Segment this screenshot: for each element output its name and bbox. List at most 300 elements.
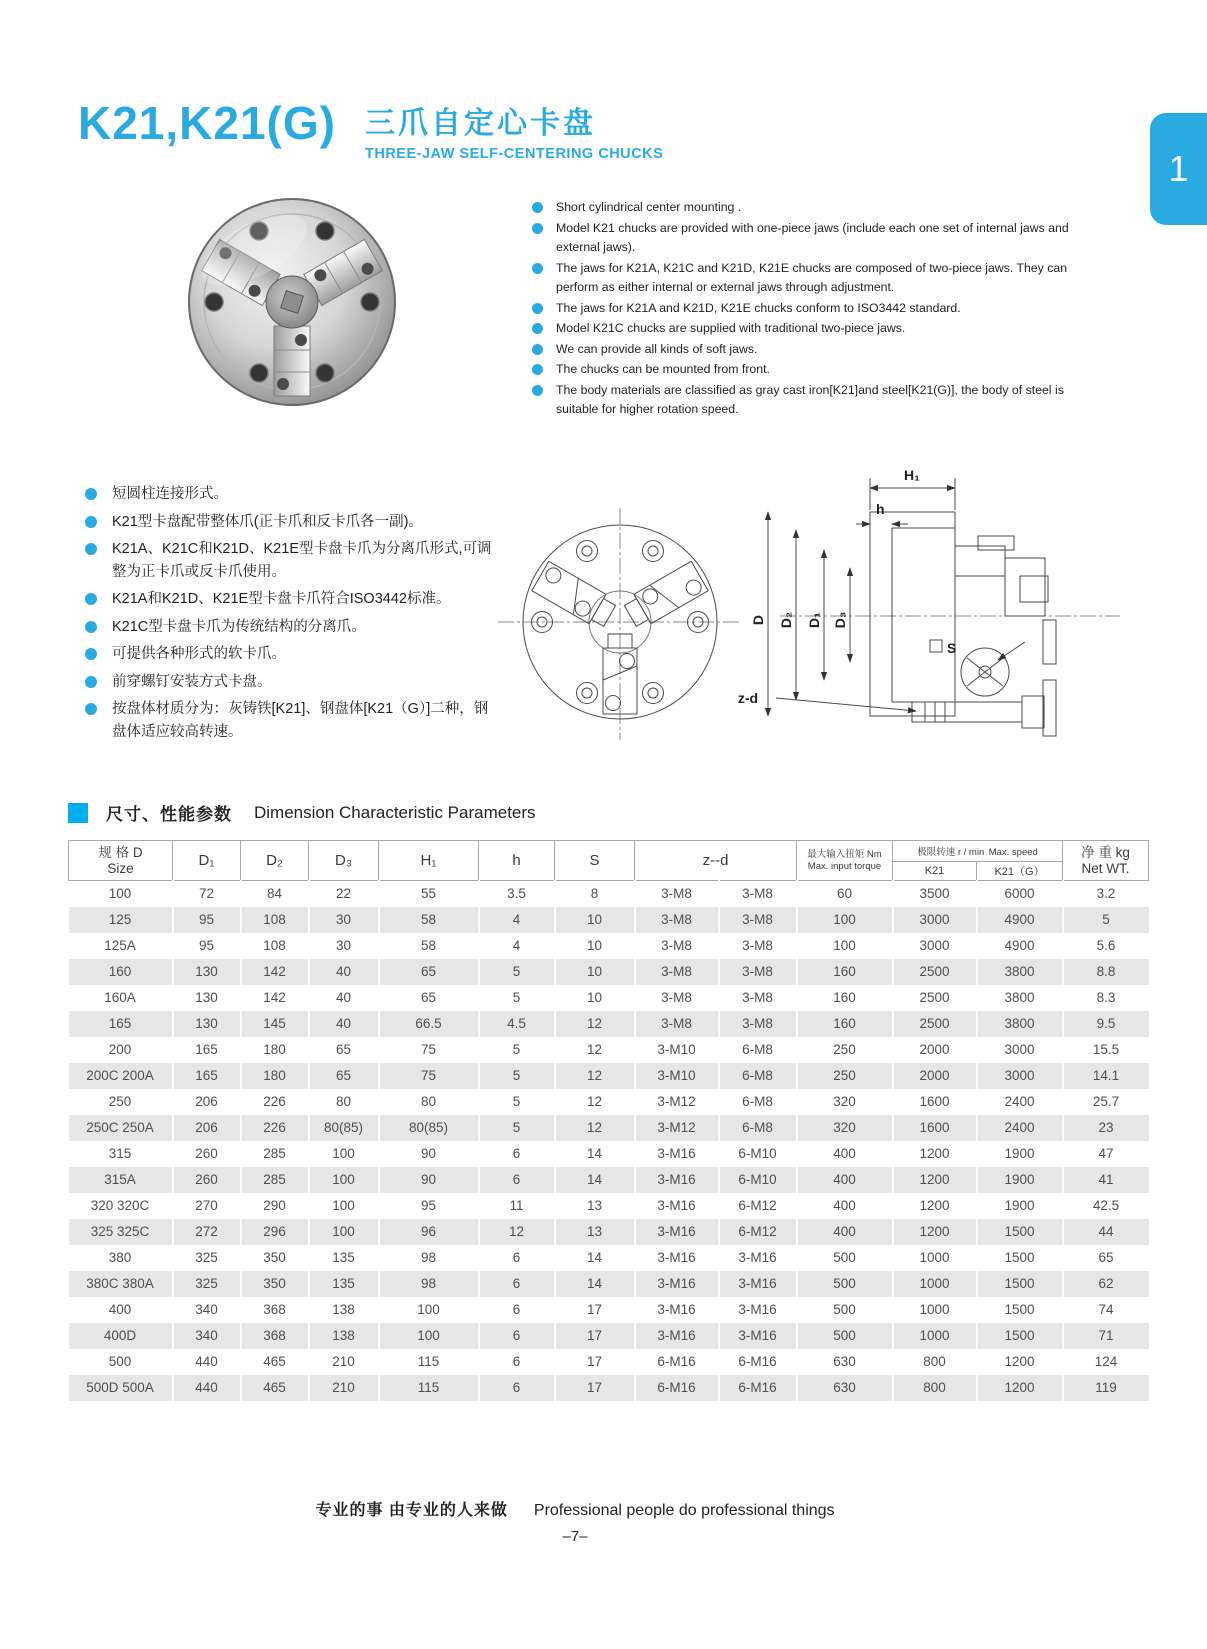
table-cell: 100 <box>309 1141 379 1167</box>
feature-item-en: The jaws for K21A, K21C and K21D, K21E chucks are composed of two-piece jaws. They can perform as either internal or external jaws through adjustment. <box>532 259 1092 298</box>
table-cell: 41 <box>1063 1167 1149 1193</box>
table-cell: 100 <box>309 1219 379 1245</box>
table-cell: 125 <box>69 907 173 933</box>
table-cell: 160 <box>69 959 173 985</box>
table-cell: 320 <box>797 1089 893 1115</box>
table-cell: 6-M8 <box>719 1037 797 1063</box>
table-cell: 6-M10 <box>719 1141 797 1167</box>
table-cell: 1600 <box>893 1115 977 1141</box>
table-cell: 66.5 <box>379 1011 479 1037</box>
section-title-cn: 尺寸、性能参数 <box>106 805 232 824</box>
table-cell: 17 <box>555 1297 635 1323</box>
table-cell: 14.1 <box>1063 1063 1149 1089</box>
table-row <box>69 1245 1149 1271</box>
page-title: K21,K21(G) <box>78 97 336 149</box>
table-row <box>69 907 1149 933</box>
table-cell: 400 <box>797 1167 893 1193</box>
table-cell: 368 <box>241 1323 309 1349</box>
feature-item-cn: K21型卡盘配带整体爪(正卡爪和反卡爪各一副)。 <box>85 511 495 534</box>
table-cell: 65 <box>379 959 479 985</box>
table-cell: 10 <box>555 959 635 985</box>
table-cell: 400 <box>797 1141 893 1167</box>
table-cell: 250 <box>797 1037 893 1063</box>
table-row <box>69 1271 1149 1297</box>
table-cell: 3-M16 <box>635 1219 719 1245</box>
table-cell: 10 <box>555 985 635 1011</box>
table-cell: 250C 250A <box>69 1115 173 1141</box>
table-cell: 6 <box>479 1323 555 1349</box>
subtitle-english: THREE-JAW SELF-CENTERING CHUCKS <box>365 146 664 162</box>
label-d2: D₂ <box>778 611 794 629</box>
table-cell: 500D 500A <box>69 1375 173 1401</box>
table-cell: 1500 <box>977 1271 1063 1297</box>
table-cell: 80(85) <box>309 1115 379 1141</box>
table-row <box>69 1011 1149 1037</box>
table-cell: 4900 <box>977 933 1063 959</box>
table-cell: 5 <box>479 1115 555 1141</box>
table-cell: 320 <box>797 1115 893 1141</box>
table-cell: 12 <box>555 1037 635 1063</box>
table-cell: 180 <box>241 1037 309 1063</box>
table-cell: 8.8 <box>1063 959 1149 985</box>
table-cell: 165 <box>173 1037 241 1063</box>
col-torque: 最大输入扭矩 Nm Max. input torque <box>797 841 893 881</box>
table-cell: 1200 <box>977 1375 1063 1401</box>
table-cell: 380C 380A <box>69 1271 173 1297</box>
table-row <box>69 1115 1149 1141</box>
table-cell: 3000 <box>977 1063 1063 1089</box>
table-body <box>69 881 1149 1401</box>
table-cell: 95 <box>379 1193 479 1219</box>
table-cell: 5 <box>479 985 555 1011</box>
table-cell: 65 <box>1063 1245 1149 1271</box>
table-cell: 6-M8 <box>719 1115 797 1141</box>
table-cell: 1000 <box>893 1271 977 1297</box>
feature-item-en: The body materials are classified as gray cast iron[K21]and steel[K21(G)], the body of steel is suitable for higher rotation speed. <box>532 381 1092 420</box>
table-cell: 290 <box>241 1193 309 1219</box>
table-cell: 500 <box>797 1297 893 1323</box>
table-cell: 3.2 <box>1063 881 1149 907</box>
table-cell: 138 <box>309 1323 379 1349</box>
table-cell: 325 <box>173 1245 241 1271</box>
table-cell: 3-M8 <box>635 1011 719 1037</box>
page-footer <box>0 1497 1150 1545</box>
table-cell: 1500 <box>977 1245 1063 1271</box>
table-cell: 100 <box>797 933 893 959</box>
feature-item-en: We can provide all kinds of soft jaws. <box>532 340 1092 360</box>
col-h: h <box>479 841 555 881</box>
table-cell: 6 <box>479 1245 555 1271</box>
table-cell: 142 <box>241 959 309 985</box>
table-cell: 206 <box>173 1115 241 1141</box>
section-title-en: Dimension Characteristic Parameters <box>254 802 536 822</box>
table-cell: 14 <box>555 1167 635 1193</box>
table-cell: 11 <box>479 1193 555 1219</box>
table-row <box>69 933 1149 959</box>
table-cell: 3-M16 <box>719 1245 797 1271</box>
label-d1: D₁ <box>806 612 822 628</box>
table-cell: 226 <box>241 1089 309 1115</box>
table-cell: 42.5 <box>1063 1193 1149 1219</box>
table-cell: 250 <box>108 1094 132 1109</box>
table-cell: 1200 <box>893 1141 977 1167</box>
table-cell: 1200 <box>893 1193 977 1219</box>
table-cell: 135 <box>309 1245 379 1271</box>
feature-item-en: Short cylindrical center mounting . <box>532 198 1092 218</box>
table-cell: 2500 <box>893 1011 977 1037</box>
table-cell: 3-M8 <box>635 933 719 959</box>
bullet-icon <box>85 488 97 500</box>
table-cell: 125A <box>104 938 136 953</box>
feature-item-en: Model K21 chucks are provided with one-piece jaws (include each one set of internal jaws and external jaws). <box>532 219 1092 258</box>
table-cell: 206 <box>173 1089 241 1115</box>
table-cell: 142 <box>241 985 309 1011</box>
table-cell: 6 <box>479 1349 555 1375</box>
label-h1: H₁ <box>904 467 920 483</box>
table-cell: 145 <box>241 1011 309 1037</box>
table-cell: 3-M8 <box>635 985 719 1011</box>
bullet-icon <box>85 621 97 633</box>
table-cell: 315 <box>108 1146 132 1161</box>
table-cell: 1500 <box>977 1219 1063 1245</box>
table-row <box>69 1219 1149 1245</box>
features-chinese <box>85 483 495 748</box>
table-cell: 10 <box>555 933 635 959</box>
table-cell: 1200 <box>893 1167 977 1193</box>
table-cell: 75 <box>379 1037 479 1063</box>
table-cell: 6-M16 <box>635 1375 719 1401</box>
table-cell: 3-M8 <box>635 881 719 907</box>
table-cell: 1900 <box>977 1193 1063 1219</box>
table-cell: 272 <box>173 1219 241 1245</box>
table-cell: 3000 <box>893 907 977 933</box>
table-cell: 1900 <box>977 1167 1063 1193</box>
table-cell: 6 <box>479 1297 555 1323</box>
table-cell: 325 325C <box>69 1219 173 1245</box>
table-cell: 1200 <box>977 1349 1063 1375</box>
col-d3: D₃ <box>309 841 379 881</box>
bullet-icon <box>532 323 543 334</box>
table-row <box>69 1349 1149 1375</box>
label-h: h <box>876 501 885 517</box>
table-cell: 96 <box>379 1219 479 1245</box>
table-cell: 12 <box>479 1219 555 1245</box>
table-cell: 3-M8 <box>635 907 719 933</box>
col-d1: D₁ <box>173 841 241 881</box>
table-cell: 23 <box>1063 1115 1149 1141</box>
feature-item-cn: K21A和K21D、K21E型卡盘卡爪符合ISO3442标准。 <box>85 588 495 611</box>
table-cell: 3-M8 <box>719 907 797 933</box>
table-row <box>69 1037 1149 1063</box>
table-cell: 12 <box>555 1011 635 1037</box>
table-cell: 100 <box>797 907 893 933</box>
table-cell: 100 <box>379 1297 479 1323</box>
table-cell: 130 <box>173 959 241 985</box>
table-cell: 4 <box>479 933 555 959</box>
product-photo-chuck <box>150 192 440 417</box>
table-cell: 3500 <box>893 881 977 907</box>
table-cell: 440 <box>173 1349 241 1375</box>
table-cell: 200C 200A <box>69 1063 173 1089</box>
table-cell: 6-M8 <box>719 1063 797 1089</box>
table-cell: 368 <box>241 1297 309 1323</box>
footer-slogan-en: Professional people do professional things <box>533 1502 835 1519</box>
feature-item-cn: K21A、K21C和K21D、K21E型卡盘卡爪为分离爪形式,可调整为正卡爪或反卡爪使用。 <box>85 538 495 583</box>
table-cell: 1500 <box>977 1297 1063 1323</box>
page-number: –7– <box>562 1528 588 1545</box>
table-cell: 260 <box>173 1167 241 1193</box>
table-cell: 75 <box>379 1063 479 1089</box>
product-subtitle <box>365 98 663 162</box>
table-cell: 115 <box>379 1349 479 1375</box>
table-cell: 12 <box>555 1115 635 1141</box>
feature-item-en: The chucks can be mounted from front. <box>532 360 1092 380</box>
table-cell: 8 <box>555 881 635 907</box>
table-cell: 74 <box>1063 1297 1149 1323</box>
table-row <box>69 1297 1149 1323</box>
table-cell: 6-M12 <box>719 1219 797 1245</box>
table-cell: 3-M16 <box>719 1271 797 1297</box>
table-cell: 3-M16 <box>635 1167 719 1193</box>
features-english <box>532 198 1092 421</box>
table-cell: 6 <box>479 1167 555 1193</box>
table-cell: 3-M8 <box>719 985 797 1011</box>
table-cell: 100 <box>379 1323 479 1349</box>
table-cell: 315A <box>69 1167 173 1193</box>
table-cell: 200 <box>108 1042 132 1057</box>
table-cell: 2400 <box>977 1089 1063 1115</box>
table-cell: 3-M16 <box>635 1141 719 1167</box>
table-cell: 65 <box>309 1063 379 1089</box>
table-cell: 5 <box>1063 907 1149 933</box>
table-cell: 124 <box>1063 1349 1149 1375</box>
table-cell: 160 <box>797 959 893 985</box>
table-cell: 3800 <box>977 985 1063 1011</box>
table-cell: 465 <box>241 1375 309 1401</box>
table-cell: 5 <box>479 1089 555 1115</box>
table-cell: 350 <box>241 1271 309 1297</box>
table-cell: 500 <box>108 1354 132 1369</box>
feature-item-cn: 可提供各种形式的软卡爪。 <box>85 643 495 666</box>
feature-item-en: Model K21C chucks are supplied with traditional two-piece jaws. <box>532 319 1092 339</box>
table-cell: 58 <box>379 933 479 959</box>
feature-item-cn: K21C型卡盘卡爪为传统结构的分离爪。 <box>85 616 495 639</box>
table-cell: 500 <box>797 1245 893 1271</box>
table-cell: 17 <box>555 1375 635 1401</box>
table-cell: 1000 <box>893 1245 977 1271</box>
table-cell: 1900 <box>977 1141 1063 1167</box>
table-cell: 22 <box>309 881 379 907</box>
table-cell: 3.5 <box>479 881 555 907</box>
bullet-icon <box>532 344 543 355</box>
table-cell: 58 <box>379 907 479 933</box>
table-cell: 25.7 <box>1063 1089 1149 1115</box>
subtitle-chinese: 三爪自定心卡盘 <box>365 107 596 140</box>
table-cell: 285 <box>241 1141 309 1167</box>
table-cell: 5 <box>479 1037 555 1063</box>
table-cell: 17 <box>555 1349 635 1375</box>
table-cell: 2000 <box>893 1037 977 1063</box>
table-cell: 4.5 <box>479 1011 555 1037</box>
table-cell: 3-M16 <box>635 1245 719 1271</box>
table-cell: 80 <box>379 1089 479 1115</box>
table-cell: 115 <box>379 1375 479 1401</box>
table-cell: 3-M8 <box>635 959 719 985</box>
table-cell: 800 <box>893 1349 977 1375</box>
table-cell: 165 <box>69 1011 173 1037</box>
table-cell: 440 <box>173 1375 241 1401</box>
table-cell: 84 <box>241 881 309 907</box>
bullet-icon <box>85 593 97 605</box>
table-cell: 5 <box>479 1063 555 1089</box>
table-cell: 6 <box>479 1141 555 1167</box>
table-cell: 14 <box>555 1245 635 1271</box>
table-cell: 95 <box>173 907 241 933</box>
table-cell: 138 <box>309 1297 379 1323</box>
table-cell: 40 <box>309 959 379 985</box>
table-cell: 5.6 <box>1063 933 1149 959</box>
table-cell: 3-M16 <box>635 1193 719 1219</box>
front-view <box>498 508 742 740</box>
table-cell: 630 <box>797 1375 893 1401</box>
table-cell: 3800 <box>977 959 1063 985</box>
table-cell: 3-M16 <box>719 1297 797 1323</box>
bullet-icon <box>85 543 97 555</box>
chapter-number: 1 <box>1168 148 1189 189</box>
table-cell: 98 <box>379 1245 479 1271</box>
table-cell: 3000 <box>977 1037 1063 1063</box>
table-cell: 100 <box>309 1167 379 1193</box>
table-cell: 14 <box>555 1141 635 1167</box>
table-row <box>69 1167 1149 1193</box>
table-cell: 12 <box>555 1089 635 1115</box>
dimension-diagram <box>480 450 1150 745</box>
bullet-icon <box>532 223 543 234</box>
table-cell: 40 <box>309 985 379 1011</box>
table-cell: 3-M10 <box>635 1037 719 1063</box>
table-cell: 108 <box>241 933 309 959</box>
table-cell: 800 <box>893 1375 977 1401</box>
col-d2: D₂ <box>241 841 309 881</box>
parameters-table <box>68 840 1149 1401</box>
table-cell: 296 <box>241 1219 309 1245</box>
table-row <box>69 1089 1149 1115</box>
table-cell: 6 <box>479 1375 555 1401</box>
table-cell: 6-M16 <box>719 1375 797 1401</box>
table-cell: 44 <box>1063 1219 1149 1245</box>
table-cell: 65 <box>309 1037 379 1063</box>
table-cell: 6-M10 <box>719 1167 797 1193</box>
table-row <box>69 985 1149 1011</box>
table-cell: 340 <box>173 1297 241 1323</box>
bullet-icon <box>85 648 97 660</box>
bullet-icon <box>85 516 97 528</box>
col-weight: 净 重 kg Net WT. <box>1063 841 1149 881</box>
table-cell: 400 <box>108 1302 132 1317</box>
col-speed: 极限转速 r / min Max. speed <box>893 841 1063 862</box>
table-cell: 4900 <box>977 907 1063 933</box>
table-cell: 108 <box>241 907 309 933</box>
table-cell: 15.5 <box>1063 1037 1149 1063</box>
table-cell: 1000 <box>893 1297 977 1323</box>
table-cell: 6-M8 <box>719 1089 797 1115</box>
table-cell: 13 <box>555 1193 635 1219</box>
table-cell: 3-M8 <box>719 933 797 959</box>
label-d: D <box>750 614 766 626</box>
side-view <box>768 478 1120 736</box>
feature-item-cn: 按盘体材质分为：灰铸铁[K21]、钢盘体[K21（G）]二种，钢盘体适应较高转速。 <box>85 698 495 743</box>
table-row <box>69 959 1149 985</box>
table-cell: 3-M10 <box>635 1063 719 1089</box>
footer-slogan-cn: 专业的事 由专业的人来做 <box>315 1502 508 1519</box>
table-cell: 465 <box>241 1349 309 1375</box>
table-cell: 350 <box>241 1245 309 1271</box>
table-cell: 210 <box>309 1375 379 1401</box>
table-cell: 1600 <box>893 1089 977 1115</box>
feature-item-en: The jaws for K21A and K21D, K21E chucks conform to ISO3442 standard. <box>532 299 1092 319</box>
table-cell: 55 <box>379 881 479 907</box>
table-cell: 80(85) <box>379 1115 479 1141</box>
table-cell: 6 <box>479 1271 555 1297</box>
table-cell: 3-M16 <box>635 1271 719 1297</box>
feature-item-cn: 前穿螺钉安装方式卡盘。 <box>85 671 495 694</box>
table-cell: 95 <box>173 933 241 959</box>
col-size: 规 格 D Size <box>69 841 173 881</box>
col-speed-k21: K21 <box>893 862 977 881</box>
table-row <box>69 1323 1149 1349</box>
table-row <box>69 881 1149 907</box>
table-row <box>69 1375 1149 1401</box>
table-cell: 62 <box>1063 1271 1149 1297</box>
table-cell: 6000 <box>977 881 1063 907</box>
table-cell: 4 <box>479 907 555 933</box>
table-cell: 90 <box>379 1167 479 1193</box>
table-cell: 180 <box>241 1063 309 1089</box>
table-cell: 130 <box>173 1011 241 1037</box>
table-cell: 10 <box>555 907 635 933</box>
table-cell: 9.5 <box>1063 1011 1149 1037</box>
table-cell: 270 <box>173 1193 241 1219</box>
table-cell: 98 <box>379 1271 479 1297</box>
bullet-icon <box>532 263 543 274</box>
table-cell: 250 <box>797 1063 893 1089</box>
table-cell: 65 <box>379 985 479 1011</box>
table-cell: 3800 <box>977 1011 1063 1037</box>
table-cell: 320 320C <box>90 1198 150 1213</box>
table-cell: 100 <box>108 886 132 902</box>
table-cell: 260 <box>173 1141 241 1167</box>
table-cell: 160 <box>797 1011 893 1037</box>
table-cell: 3-M12 <box>635 1115 719 1141</box>
bullet-icon <box>85 703 97 715</box>
table-cell: 6-M12 <box>719 1193 797 1219</box>
table-cell: 3-M16 <box>719 1323 797 1349</box>
bullet-icon <box>532 385 543 396</box>
table-row <box>69 1063 1149 1089</box>
table-cell: 80 <box>309 1089 379 1115</box>
table-cell: 8.3 <box>1063 985 1149 1011</box>
table-row <box>69 1193 1149 1219</box>
table-cell: 6-M16 <box>719 1349 797 1375</box>
table-cell: 325 <box>173 1271 241 1297</box>
table-cell: 100 <box>309 1193 379 1219</box>
table-cell: 5 <box>479 959 555 985</box>
table-cell: 6-M16 <box>635 1349 719 1375</box>
col-speed-k21g: K21（G） <box>977 862 1063 881</box>
table-cell: 30 <box>309 933 379 959</box>
table-cell: 226 <box>241 1115 309 1141</box>
table-cell: 3-M8 <box>719 959 797 985</box>
